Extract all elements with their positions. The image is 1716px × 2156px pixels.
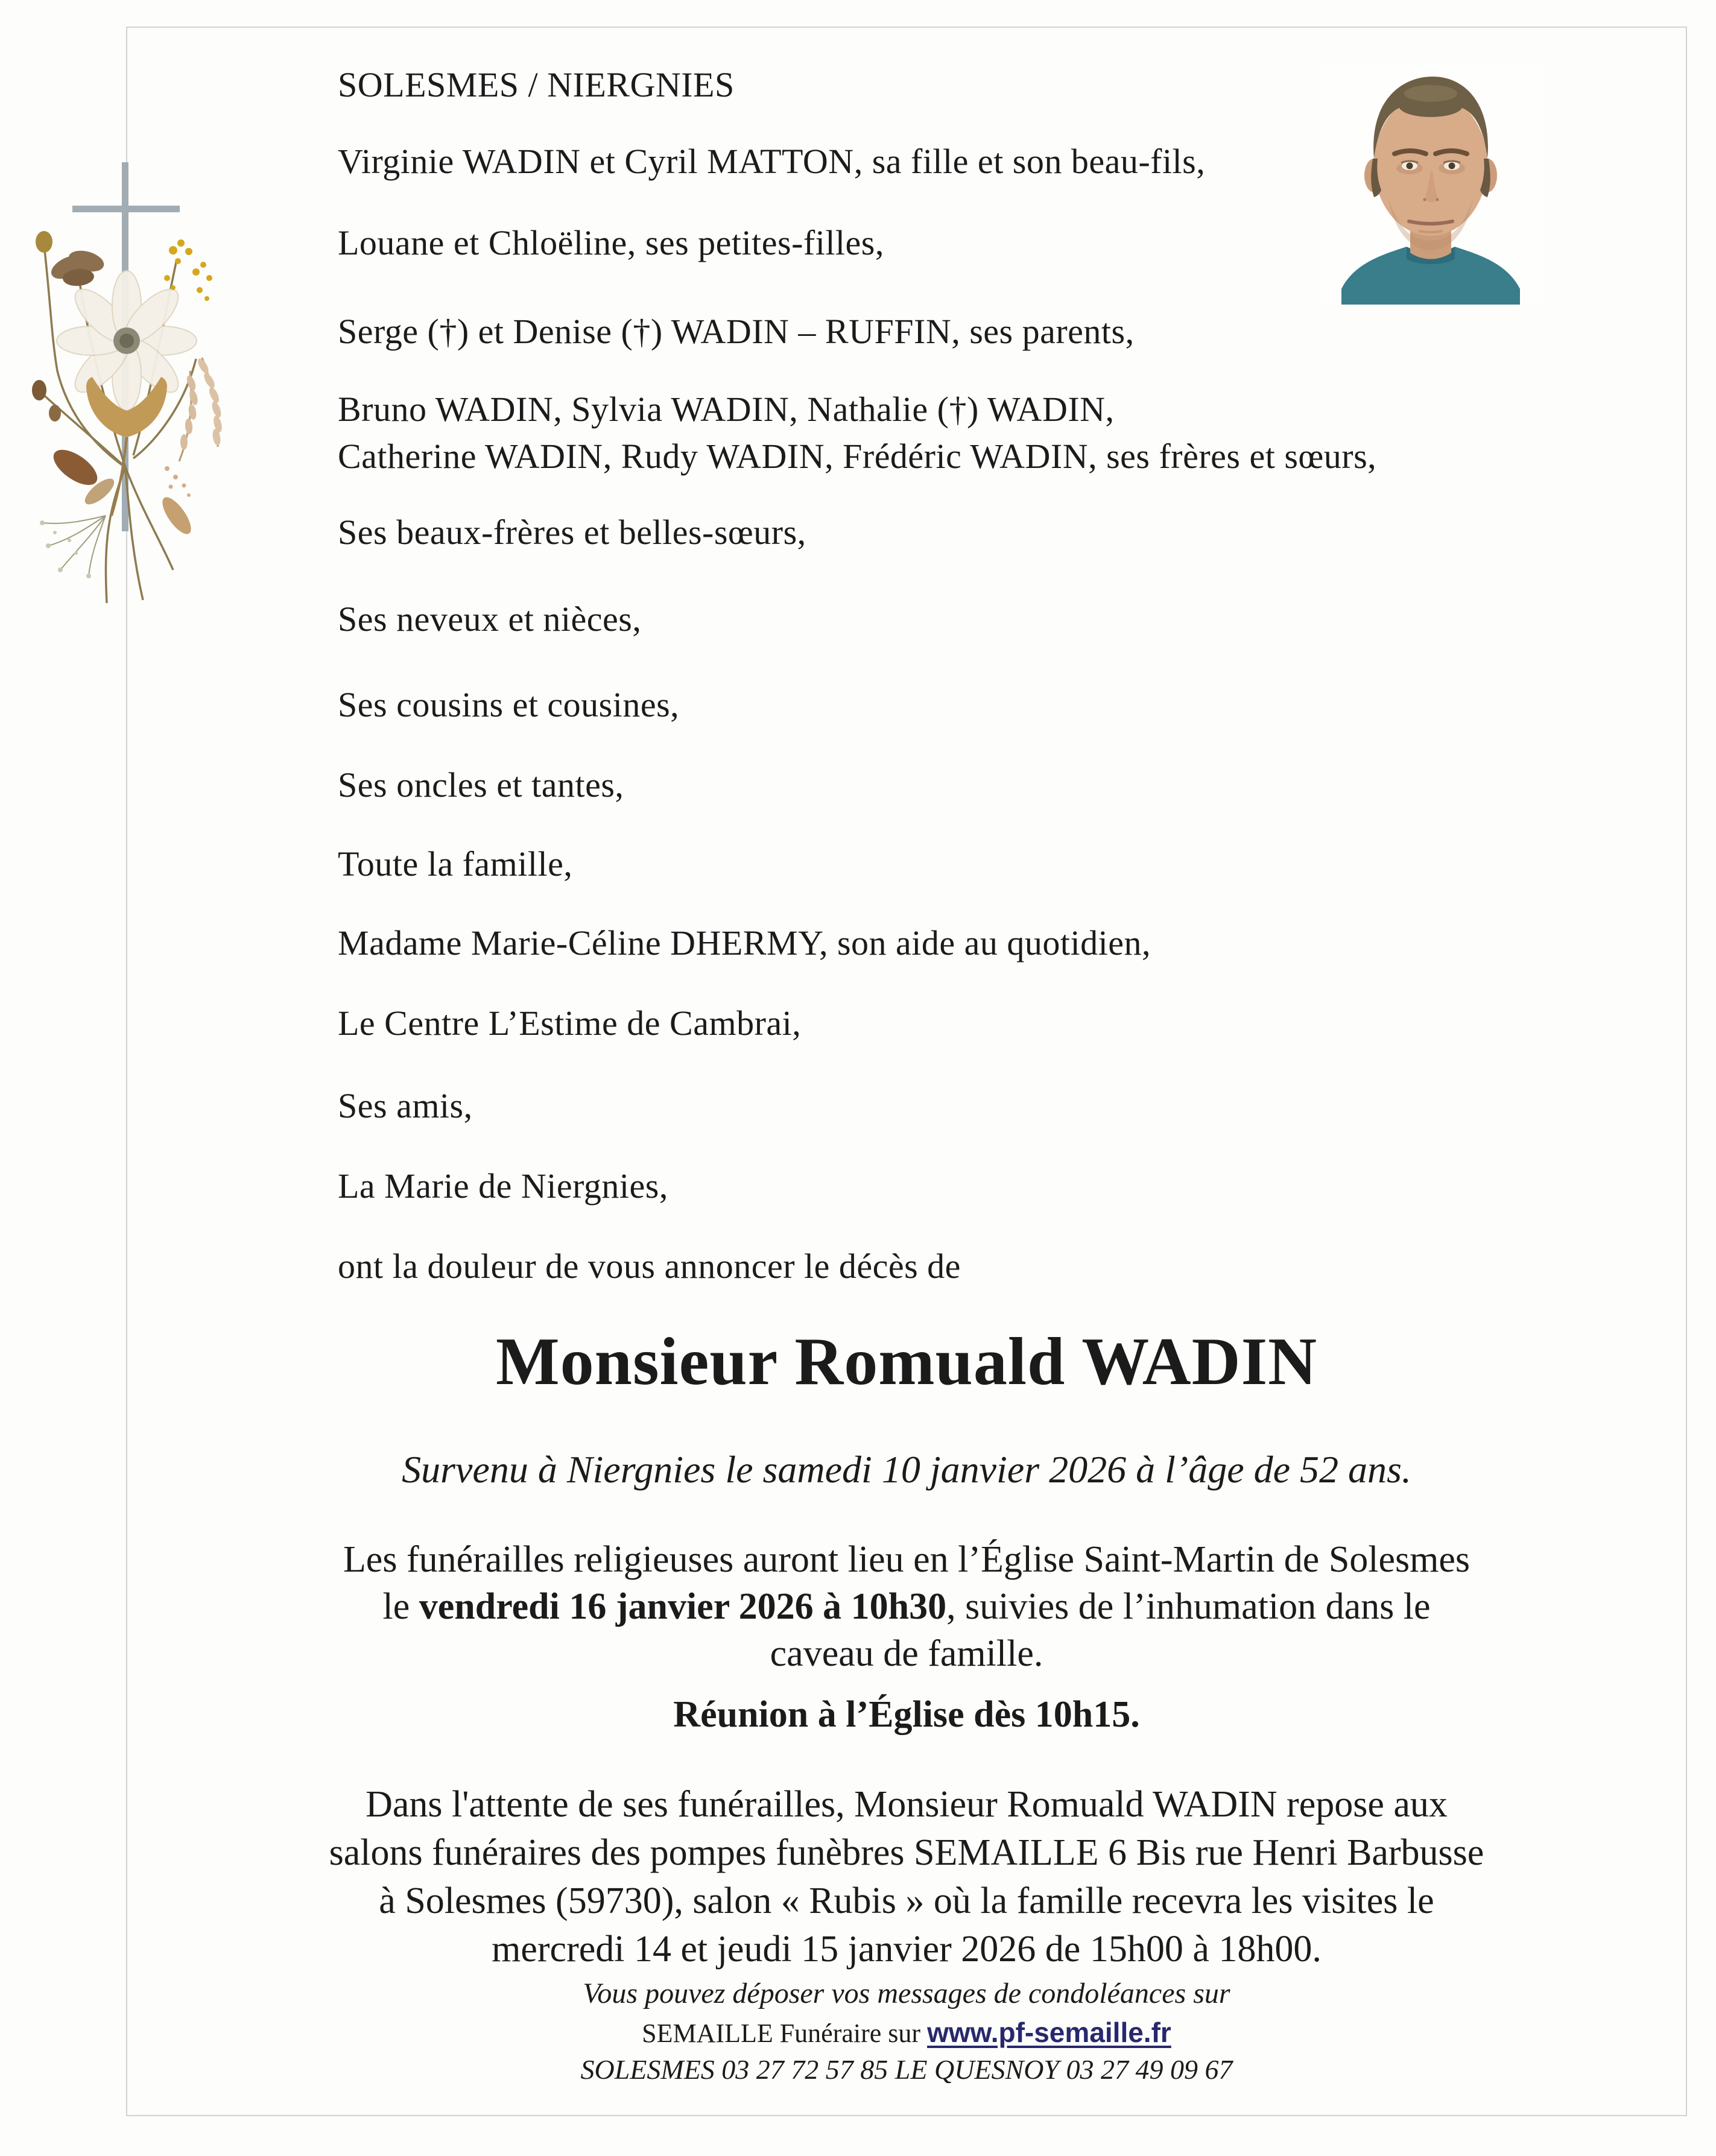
phone-numbers: SOLESMES 03 27 72 57 85 LE QUESNOY 03 27 49 09 67 — [580, 2054, 1233, 2085]
funeral-home-prefix: SEMAILLE Funéraire sur — [642, 2018, 928, 2048]
family-relation-line: Le Centre L’Estime de Cambrai, — [338, 1004, 802, 1043]
funeral-line-2-suffix: , suivies de l’inhumation dans le — [946, 1586, 1431, 1627]
funeral-line-1: Les funérailles religieuses auront lieu en l’Église Saint-Martin de Solesmes — [343, 1539, 1471, 1580]
repose-line-1: Dans l'attente de ses funérailles, Monsieur Romuald WADIN repose aux — [366, 1784, 1448, 1825]
white-poppy-center — [113, 327, 140, 354]
family-relation-line: Virginie WADIN et Cyril MATTON, sa fille et son beau-fils, — [338, 142, 1206, 181]
funeral-line-2 — [126, 1583, 1687, 1630]
family-relation-line: Catherine WADIN, Rudy WADIN, Frédéric WADIN, ses frères et sœurs, — [338, 437, 1377, 476]
family-relation-line: Louane et Chloëline, ses petites-filles, — [338, 223, 884, 262]
family-relation-line: Toute la famille, — [338, 844, 573, 884]
deceased-portrait-photo — [1319, 62, 1545, 305]
announcement-lead-line: ont la douleur de vous annoncer le décès de — [338, 1247, 961, 1286]
deceased-name: Monsieur Romuald WADIN — [495, 1324, 1318, 1399]
family-relation-line: Ses oncles et tantes, — [338, 765, 624, 805]
condolences-note: Vous pouvez déposer vos messages de condoléances sur — [583, 1977, 1230, 2009]
death-date-notice: Survenu à Niergnies le samedi 10 janvier 2026 à l’âge de 52 ans. — [402, 1448, 1411, 1491]
family-relation-line: Ses beaux-frères et belles-sœurs, — [338, 513, 806, 552]
church-meeting-line: Réunion à l’Église dès 10h15. — [673, 1694, 1140, 1735]
repose-line-2: salons funéraires des pompes funèbres SEMAILLE 6 Bis rue Henri Barbusse — [329, 1832, 1484, 1873]
location-header: SOLESMES / NIERGNIES — [338, 65, 735, 104]
family-relation-line: Serge (†) et Denise (†) WADIN – RUFFIN, ses parents, — [338, 312, 1135, 351]
family-relation-line: La Marie de Niergnies, — [338, 1166, 668, 1206]
memorial-cross-flowers-decoration — [15, 154, 238, 618]
funeral-line-3: caveau de famille. — [770, 1633, 1043, 1674]
family-relation-line: Ses neveux et nièces, — [338, 599, 642, 639]
funeral-home-line — [126, 2017, 1687, 2049]
funeral-line-2-prefix: le — [382, 1586, 419, 1627]
family-relation-line: Ses cousins et cousines, — [338, 685, 680, 724]
funeral-date-bold: vendredi 16 janvier 2026 à 10h30 — [419, 1586, 947, 1627]
family-relation-line: Madame Marie-Céline DHERMY, son aide au quotidien, — [338, 923, 1151, 963]
family-relation-line: Ses amis, — [338, 1086, 473, 1125]
repose-line-4: mercredi 14 et jeudi 15 janvier 2026 de 15h00 à 18h00. — [492, 1929, 1322, 1970]
repose-line-3: à Solesmes (59730), salon « Rubis » où la famille recevra les visites le — [379, 1880, 1434, 1921]
babys-breath-sprigs — [40, 516, 106, 578]
family-relation-line: Bruno WADIN, Sylvia WADIN, Nathalie (†) WADIN, — [338, 390, 1115, 429]
website-link[interactable]: www.pf-semaille.fr — [927, 2017, 1171, 2048]
